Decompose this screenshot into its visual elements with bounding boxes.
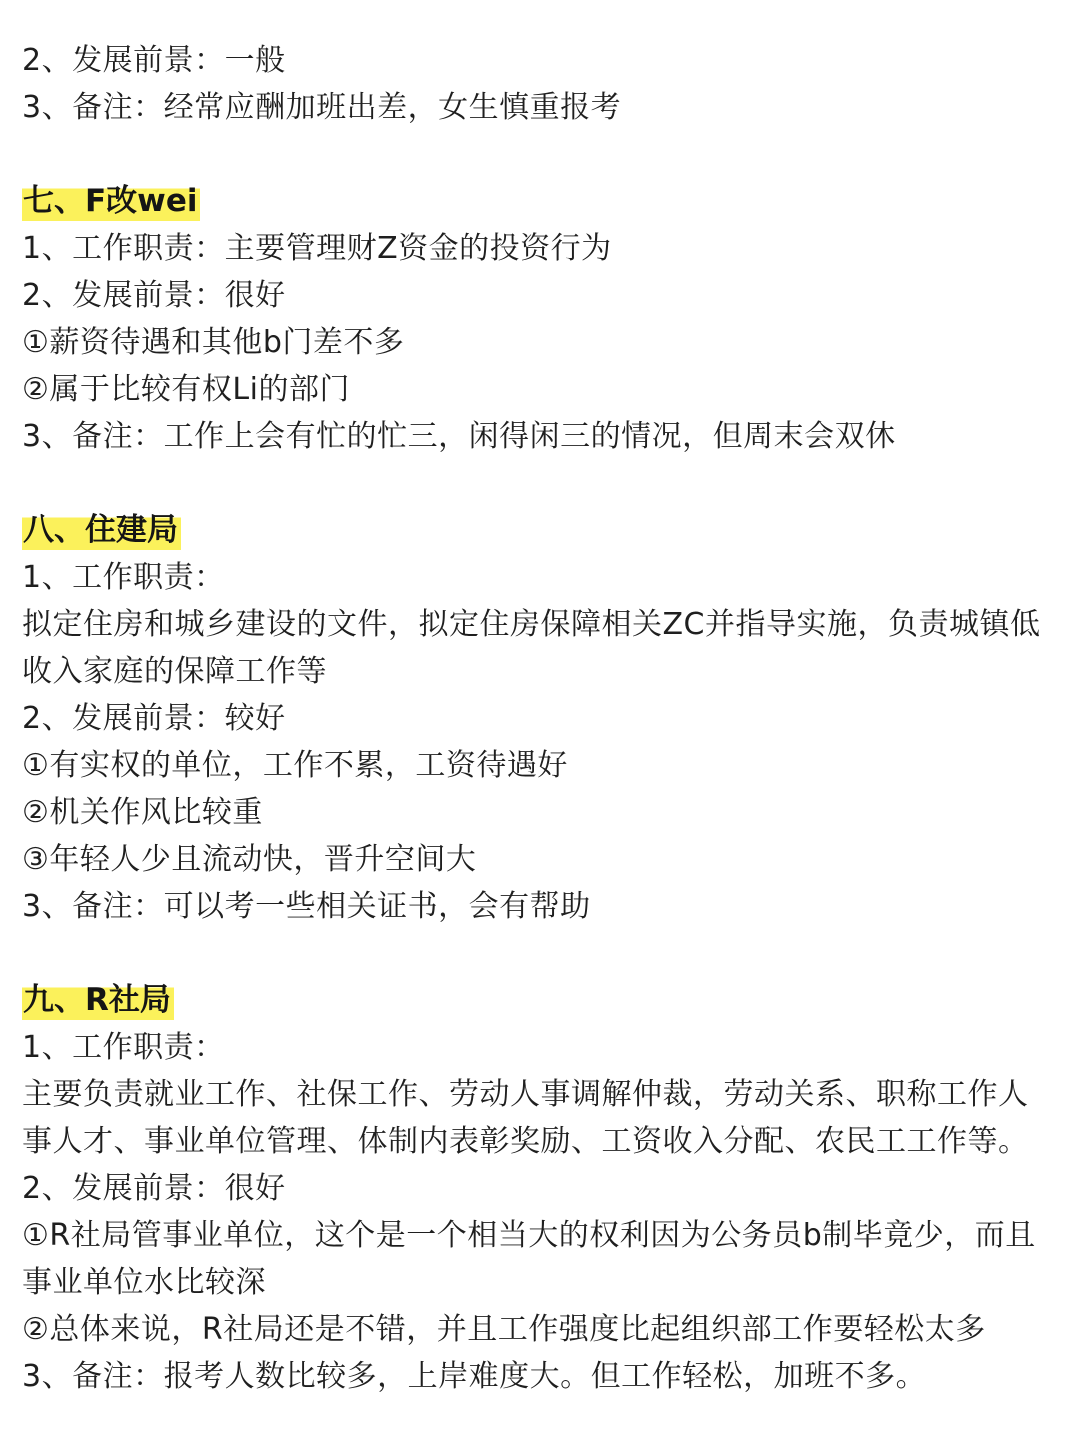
section-gap xyxy=(22,460,1058,507)
remark-line: 3、备注：报考人数比较多，上岸难度大。但工作轻松，加班不多。 xyxy=(22,1359,927,1394)
highlighted-heading-text: 九、R社局 xyxy=(22,977,174,1024)
section-heading-9 xyxy=(22,977,1058,1024)
prospect-point: ①薪资待遇和其他b门差不多 xyxy=(22,325,405,360)
prospect-point: ①有实权的单位，工作不累，工资待遇好 xyxy=(22,748,568,783)
prospect-paragraph: ①R社局管事业单位，这个是一个相当大的权利因为公务员b制毕竟少，而且事业单位水比较深 xyxy=(22,1218,1036,1300)
prospect-point: ②总体来说，R社局还是不错，并且工作强度比起组织部工作要轻松太多 xyxy=(22,1312,986,1347)
prospect-line: 2、发展前景：一般 xyxy=(22,43,286,78)
duty-line: 1、工作职责： xyxy=(22,560,225,595)
prospect-line: 2、发展前景：较好 xyxy=(22,701,286,736)
prospect-point: ②机关作风比较重 xyxy=(22,795,263,830)
duty-paragraph: 拟定住房和城乡建设的文件，拟定住房保障相关ZC并指导实施，负责城镇低收入家庭的保障工作等 xyxy=(22,607,1041,689)
remark-line: 3、备注：经常应酬加班出差，女生慎重报考 xyxy=(22,90,622,125)
duty-paragraph: 主要负责就业工作、社保工作、劳动人事调解仲裁，劳动关系、职称工作人事人才、事业单位管理、体制内表彰奖励、工资收入分配、农民工工作等。 xyxy=(22,1077,1029,1159)
duty-line: 1、工作职责： xyxy=(22,1030,225,1065)
section-heading-7 xyxy=(22,178,1058,225)
section-gap xyxy=(22,930,1058,977)
prospect-line: 2、发展前景：很好 xyxy=(22,1171,286,1206)
highlighted-heading-text: 八、住建局 xyxy=(22,507,181,554)
remark-line: 3、备注：工作上会有忙的忙三，闲得闲三的情况，但周末会双休 xyxy=(22,419,896,454)
prospect-point: ③年轻人少且流动快，晋升空间大 xyxy=(22,842,477,877)
section-gap xyxy=(22,131,1058,178)
highlighted-heading-text: 七、F改wei xyxy=(22,178,200,225)
prospect-point: ②属于比较有权Li的部门 xyxy=(22,372,350,407)
section-heading-8 xyxy=(22,507,1058,554)
prospect-line: 2、发展前景：很好 xyxy=(22,278,286,313)
duty-line: 1、工作职责：主要管理财Z资金的投资行为 xyxy=(22,231,612,266)
remark-line: 3、备注：可以考一些相关证书，会有帮助 xyxy=(22,889,591,924)
